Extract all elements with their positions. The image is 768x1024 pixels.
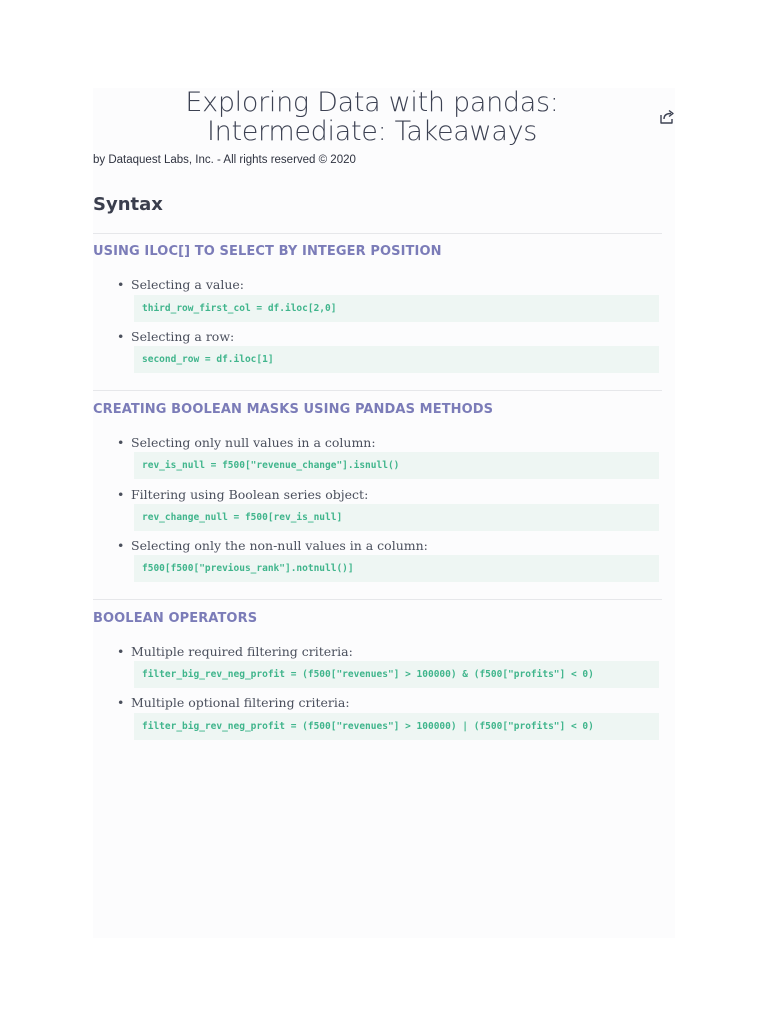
code-block: second_row = df.iloc[1] (134, 346, 659, 373)
document-page (93, 88, 675, 938)
list-item: • Multiple optional filtering criteria: (117, 695, 350, 710)
list-item: • Selecting a row: (117, 329, 235, 344)
title-line-1: Exploring Data with pandas: (185, 87, 559, 118)
code-block: rev_is_null = f500["revenue_change"].isnull() (134, 452, 659, 479)
section-heading-boolean-masks: CREATING BOOLEAN MASKS USING PANDAS METHODS (93, 402, 494, 417)
list-item: • Selecting only the non-null values in a column: (117, 538, 428, 553)
list-item: • Selecting only null values in a column: (117, 435, 376, 450)
list-item: • Multiple required filtering criteria: (117, 644, 353, 659)
title-line-2: Intermediate: Takeaways (206, 116, 538, 147)
divider (93, 390, 662, 391)
share-icon[interactable] (658, 108, 676, 126)
list-item: • Selecting a value: (117, 277, 245, 292)
page-title (93, 88, 651, 146)
code-block: rev_change_null = f500[rev_is_null] (134, 504, 659, 531)
code-block: third_row_first_col = df.iloc[2,0] (134, 295, 659, 322)
code-block: f500[f500["previous_rank"].notnull()] (134, 555, 659, 582)
list-item: • Filtering using Boolean series object: (117, 487, 369, 502)
syntax-heading: Syntax (93, 194, 163, 215)
section-heading-iloc: USING ILOC[] TO SELECT BY INTEGER POSITION (93, 244, 442, 259)
section-heading-boolean-operators: BOOLEAN OPERATORS (93, 611, 258, 626)
code-block: filter_big_rev_neg_profit = (f500["revenues"] > 100000) | (f500["profits"] < 0) (134, 713, 659, 740)
code-block: filter_big_rev_neg_profit = (f500["revenues"] > 100000) & (f500["profits"] < 0) (134, 661, 659, 688)
byline: by Dataquest Labs, Inc. - All rights reserved © 2020 (93, 154, 356, 166)
divider (93, 599, 662, 600)
divider (93, 233, 662, 234)
